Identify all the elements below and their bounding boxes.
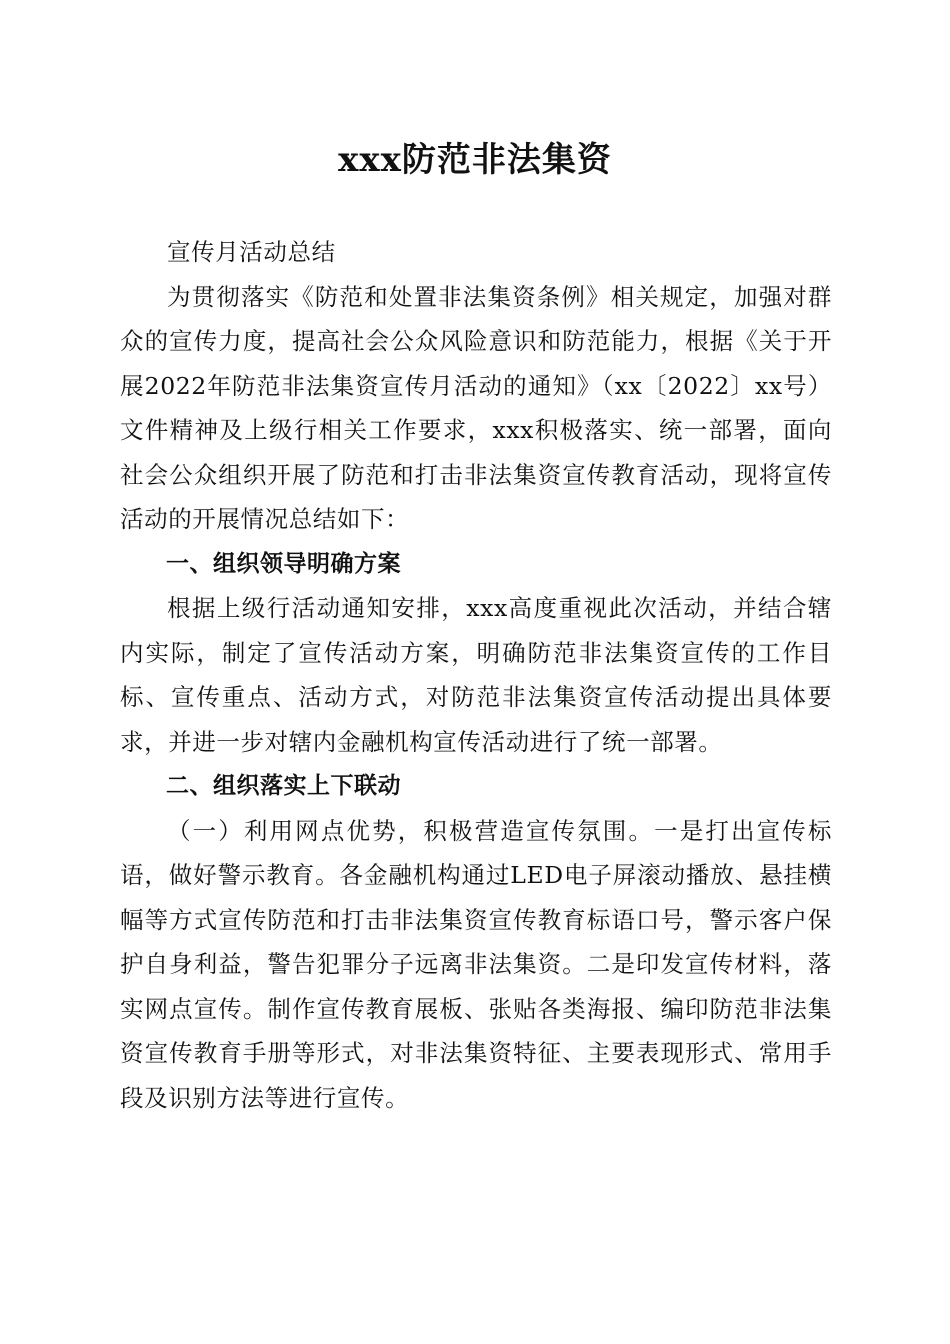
section-1-heading: 一、组织领导明确方案 — [166, 550, 401, 577]
intro-paragraph: 为贯彻落实《防范和处置非法集资条例》相关规定，加强对群众的宣传力度，提高社会公众风险意识和防范能力，根据《关于开展2022年防范非法集资宣传月活动的通知》（xx〔2022〕xx号）文件精神及上级行相关工作要求，xxx积极落实、统一部署，面向社会公众组织开展了防范和打击非法集资宣传教育活动，现将宣传活动的开展情况总结如下： — [120, 282, 832, 533]
section-1-paragraph: 根据上级行活动通知安排，xxx高度重视此次活动，并结合辖内实际，制定了宣传活动方案，明确防范非法集资宣传的工作目标、宣传重点、活动方式，对防范非法集资宣传活动提出具体要求，并进一步对辖内金融机构宣传活动进行了统一部署。 — [120, 594, 832, 756]
section-2-paragraph: （一）利用网点优势，积极营造宣传氛围。一是打出宣传标语，做好警示教育。各金融机构通过LED电子屏滚动播放、悬挂横幅等方式宣传防范和打击非法集资宣传教育标语口号，警示客户保护自身利益，警告犯罪分子远离非法集资。二是印发宣传材料，落实网点宣传。制作宣传教育展板、张贴各类海报、编印防范非法集资宣传教育手册等形式，对非法集资特征、主要表现形式、常用手段及识别方法等进行宣传。 — [120, 816, 832, 1112]
document-subtitle: 宣传月活动总结 — [167, 238, 336, 266]
section-2-heading: 二、组织落实上下联动 — [166, 773, 401, 799]
document-title: xxx防范非法集资 — [338, 140, 612, 180]
document-body — [120, 230, 832, 1120]
